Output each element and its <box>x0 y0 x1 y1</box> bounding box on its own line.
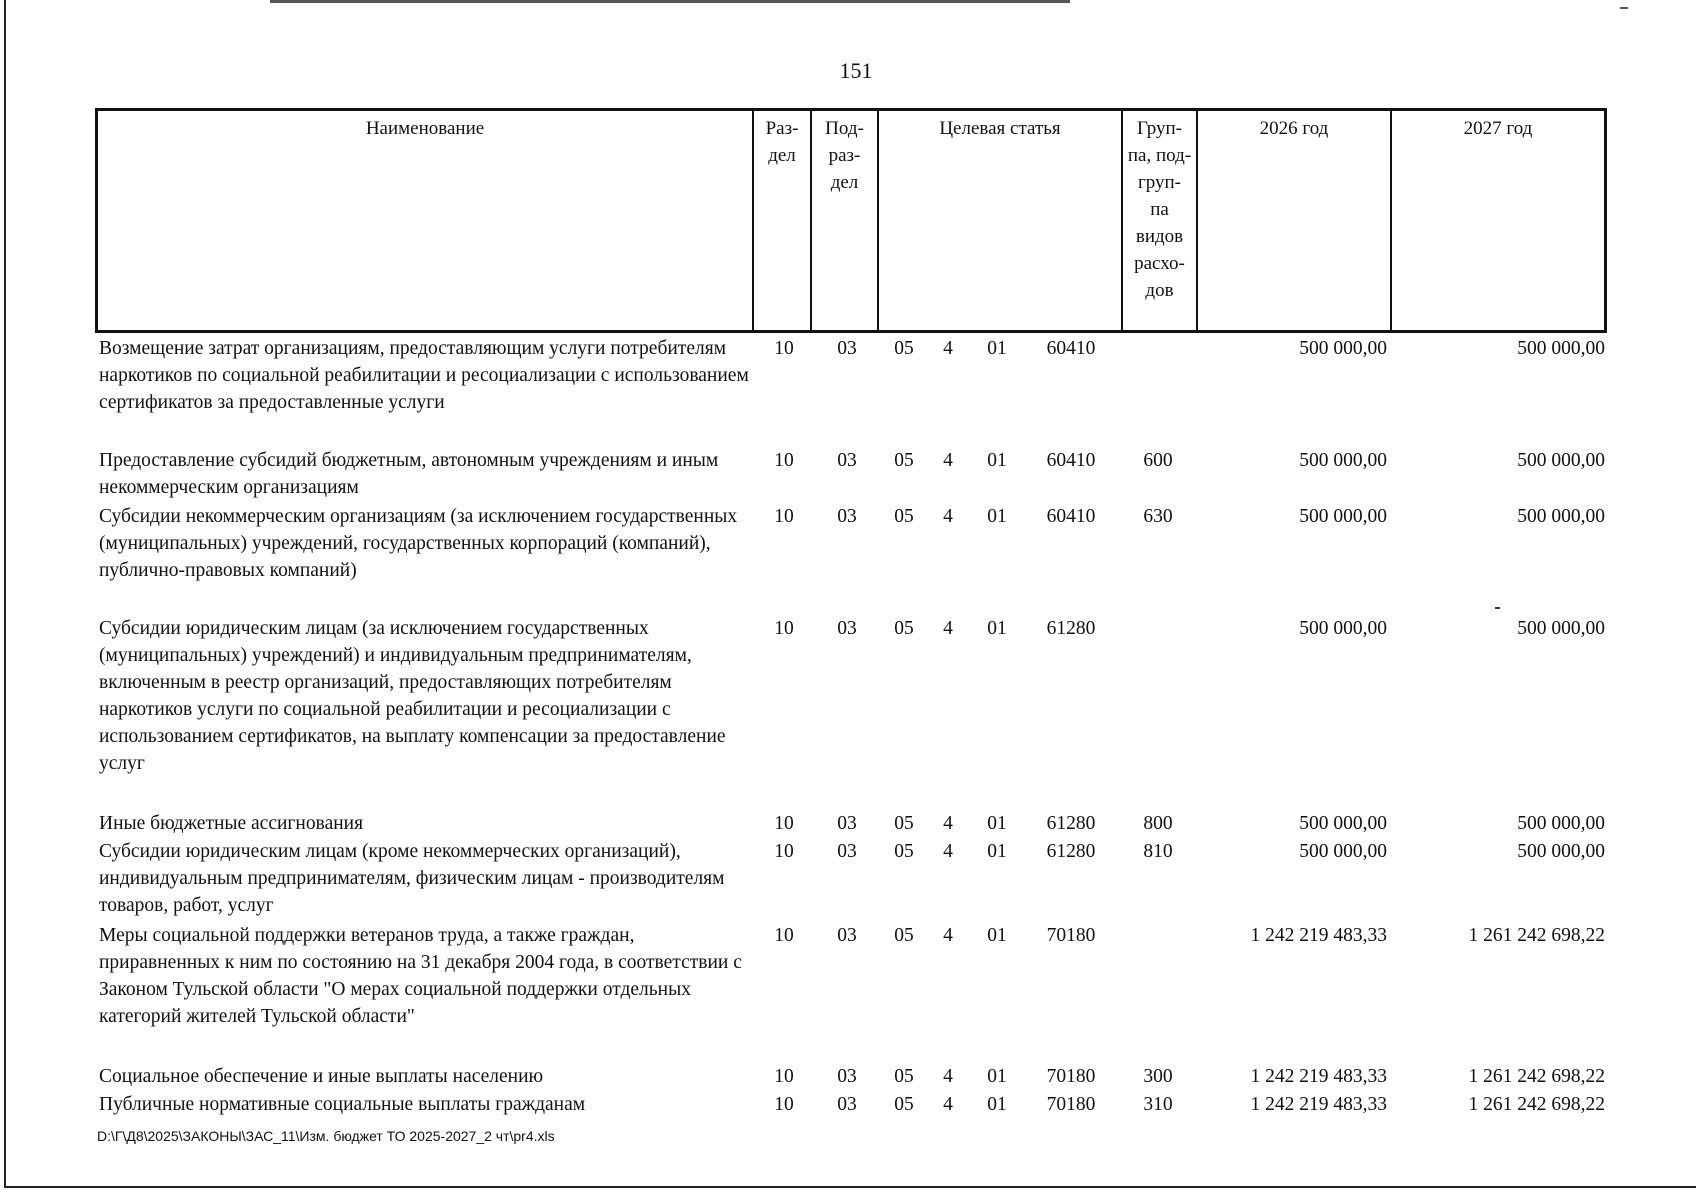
file-path-footer: D:\Г\Д8\2025\ЗАКОНЫ\ЗАС_11\Изм. бюджет ТО 2025-2027_2 чт\pr4.xls <box>97 1128 555 1144</box>
row-name: Меры социальной поддержки ветеранов труда, а также граждан, приравненных к ним по состоянию на 31 декабря 2004 года, в соответствии с Законом Тульской области "О мерах социальной поддержки отдельных категорий жителей Тульской области" <box>99 925 742 1027</box>
row-target-program: 05 <box>894 1094 914 1115</box>
row-name: Субсидии юридическим лицам (за исключением государственных (муниципальных) учреждений) и индивидуальным предпринимателям, включенным в реестр организаций, предоставляющих потребителям наркотиков услуги по социальной реабилитации и ресоциализации с использованием сертификатов, на выплату компенсации за предоставление услуг <box>99 618 726 774</box>
row-amount-2027: 500 000,00 <box>1517 618 1605 639</box>
row-amount-2027: 500 000,00 <box>1517 841 1605 862</box>
row-podrazdel: 03 <box>837 813 857 834</box>
row-target-direction: 61280 <box>1046 618 1096 639</box>
row-target-type: 4 <box>943 1094 953 1115</box>
row-name: Социальное обеспечение и иные выплаты населению <box>99 1066 544 1087</box>
row-target-direction: 70180 <box>1046 925 1096 946</box>
row-target-program: 05 <box>894 450 914 471</box>
row-name: Иные бюджетные ассигнования <box>99 813 364 834</box>
row-target-type: 4 <box>943 506 953 527</box>
row-amount-2027: 1 261 242 698,22 <box>1468 925 1605 946</box>
row-target-type: 4 <box>943 450 953 471</box>
row-target-direction: 61280 <box>1046 841 1096 862</box>
page-frame-left-border <box>4 0 6 1187</box>
row-podrazdel: 03 <box>837 338 857 359</box>
header-podrazdel: Под- раз- дел <box>812 111 879 330</box>
row-target-direction: 70180 <box>1046 1094 1096 1115</box>
row-razdel: 10 <box>774 506 794 527</box>
header-target-article: Целевая статья <box>879 111 1123 330</box>
row-target-program: 05 <box>894 618 914 639</box>
table-header <box>95 108 1607 333</box>
row-target-direction: 60410 <box>1046 450 1096 471</box>
row-amount-2026: 1 242 219 483,33 <box>1250 925 1387 946</box>
row-razdel: 10 <box>774 925 794 946</box>
row-amount-2026: 1 242 219 483,33 <box>1250 1066 1387 1087</box>
row-name: Возмещение затрат организациям, предоставляющим услуги потребителям наркотиков по социальной реабилитации и ресоциализации с использованием сертификатов за предоставленные услуги <box>99 338 749 413</box>
scan-tick-mark <box>1495 607 1500 609</box>
row-target-subprogram: 01 <box>987 506 1007 527</box>
row-amount-2026: 500 000,00 <box>1299 506 1387 527</box>
page-frame-bottom-border <box>4 1186 1696 1188</box>
row-podrazdel: 03 <box>837 841 857 862</box>
row-target-subprogram: 01 <box>987 618 1007 639</box>
row-amount-2026: 500 000,00 <box>1299 618 1387 639</box>
row-razdel: 10 <box>774 813 794 834</box>
row-razdel: 10 <box>774 841 794 862</box>
row-target-program: 05 <box>894 506 914 527</box>
row-target-subprogram: 01 <box>987 450 1007 471</box>
row-target-subprogram: 01 <box>987 841 1007 862</box>
row-name: Субсидии юридическим лицам (кроме некоммерческих организаций), индивидуальным предпринимателям, физическим лицам - производителям товаров, работ, услуг <box>99 841 725 916</box>
row-amount-2027: 500 000,00 <box>1517 813 1605 834</box>
header-razdel: Раз- дел <box>754 111 812 330</box>
row-name: Предоставление субсидий бюджетным, автономным учреждениям и иным некоммерческим организациям <box>99 450 719 498</box>
row-target-subprogram: 01 <box>987 1066 1007 1087</box>
row-expense-group: 600 <box>1143 450 1173 471</box>
row-target-subprogram: 01 <box>987 813 1007 834</box>
row-razdel: 10 <box>774 1094 794 1115</box>
row-razdel: 10 <box>774 1066 794 1087</box>
top-scan-mark <box>1620 7 1628 9</box>
row-amount-2027: 500 000,00 <box>1517 506 1605 527</box>
row-target-direction: 70180 <box>1046 1066 1096 1087</box>
header-year-2027: 2027 год <box>1463 118 1533 139</box>
row-amount-2027: 1 261 242 698,22 <box>1468 1094 1605 1115</box>
top-scan-rule <box>270 0 1070 3</box>
row-expense-group: 310 <box>1143 1094 1173 1115</box>
row-target-program: 05 <box>894 813 914 834</box>
row-target-type: 4 <box>943 841 953 862</box>
row-amount-2027: 500 000,00 <box>1517 338 1605 359</box>
row-target-subprogram: 01 <box>987 925 1007 946</box>
row-target-program: 05 <box>894 338 914 359</box>
row-amount-2026: 500 000,00 <box>1299 450 1387 471</box>
row-name: Публичные нормативные социальные выплаты гражданам <box>99 1094 586 1115</box>
row-podrazdel: 03 <box>837 1094 857 1115</box>
row-name: Субсидии некоммерческим организациям (за исключением государственных (муниципальных) учреждений, государственных корпораций (компаний), публично-правовых компаний) <box>99 506 738 581</box>
header-year-2026: 2026 год <box>1198 111 1392 330</box>
row-target-subprogram: 01 <box>987 1094 1007 1115</box>
row-razdel: 10 <box>774 338 794 359</box>
row-amount-2026: 500 000,00 <box>1299 841 1387 862</box>
row-target-subprogram: 01 <box>987 338 1007 359</box>
row-amount-2026: 500 000,00 <box>1299 813 1387 834</box>
row-expense-group: 630 <box>1143 506 1173 527</box>
row-podrazdel: 03 <box>837 925 857 946</box>
row-target-program: 05 <box>894 841 914 862</box>
row-target-type: 4 <box>943 813 953 834</box>
row-podrazdel: 03 <box>837 450 857 471</box>
row-razdel: 10 <box>774 450 794 471</box>
row-expense-group: 800 <box>1143 813 1173 834</box>
row-podrazdel: 03 <box>837 1066 857 1087</box>
page-number: 151 <box>839 58 873 83</box>
header-expense-group: Груп- па, под- груп- па видов расхо- дов <box>1123 111 1198 330</box>
row-amount-2027: 1 261 242 698,22 <box>1468 1066 1605 1087</box>
row-podrazdel: 03 <box>837 506 857 527</box>
row-target-program: 05 <box>894 925 914 946</box>
row-target-direction: 61280 <box>1046 813 1096 834</box>
row-razdel: 10 <box>774 618 794 639</box>
row-target-type: 4 <box>943 925 953 946</box>
row-expense-group: 810 <box>1143 841 1173 862</box>
row-amount-2026: 1 242 219 483,33 <box>1250 1094 1387 1115</box>
row-target-type: 4 <box>943 1066 953 1087</box>
row-target-direction: 60410 <box>1046 506 1096 527</box>
row-expense-group: 300 <box>1143 1066 1173 1087</box>
row-target-direction: 60410 <box>1046 338 1096 359</box>
row-target-program: 05 <box>894 1066 914 1087</box>
row-amount-2027: 500 000,00 <box>1517 450 1605 471</box>
row-amount-2026: 500 000,00 <box>1299 338 1387 359</box>
row-target-type: 4 <box>943 618 953 639</box>
header-name: Наименование <box>98 111 754 330</box>
row-target-type: 4 <box>943 338 953 359</box>
row-podrazdel: 03 <box>837 618 857 639</box>
